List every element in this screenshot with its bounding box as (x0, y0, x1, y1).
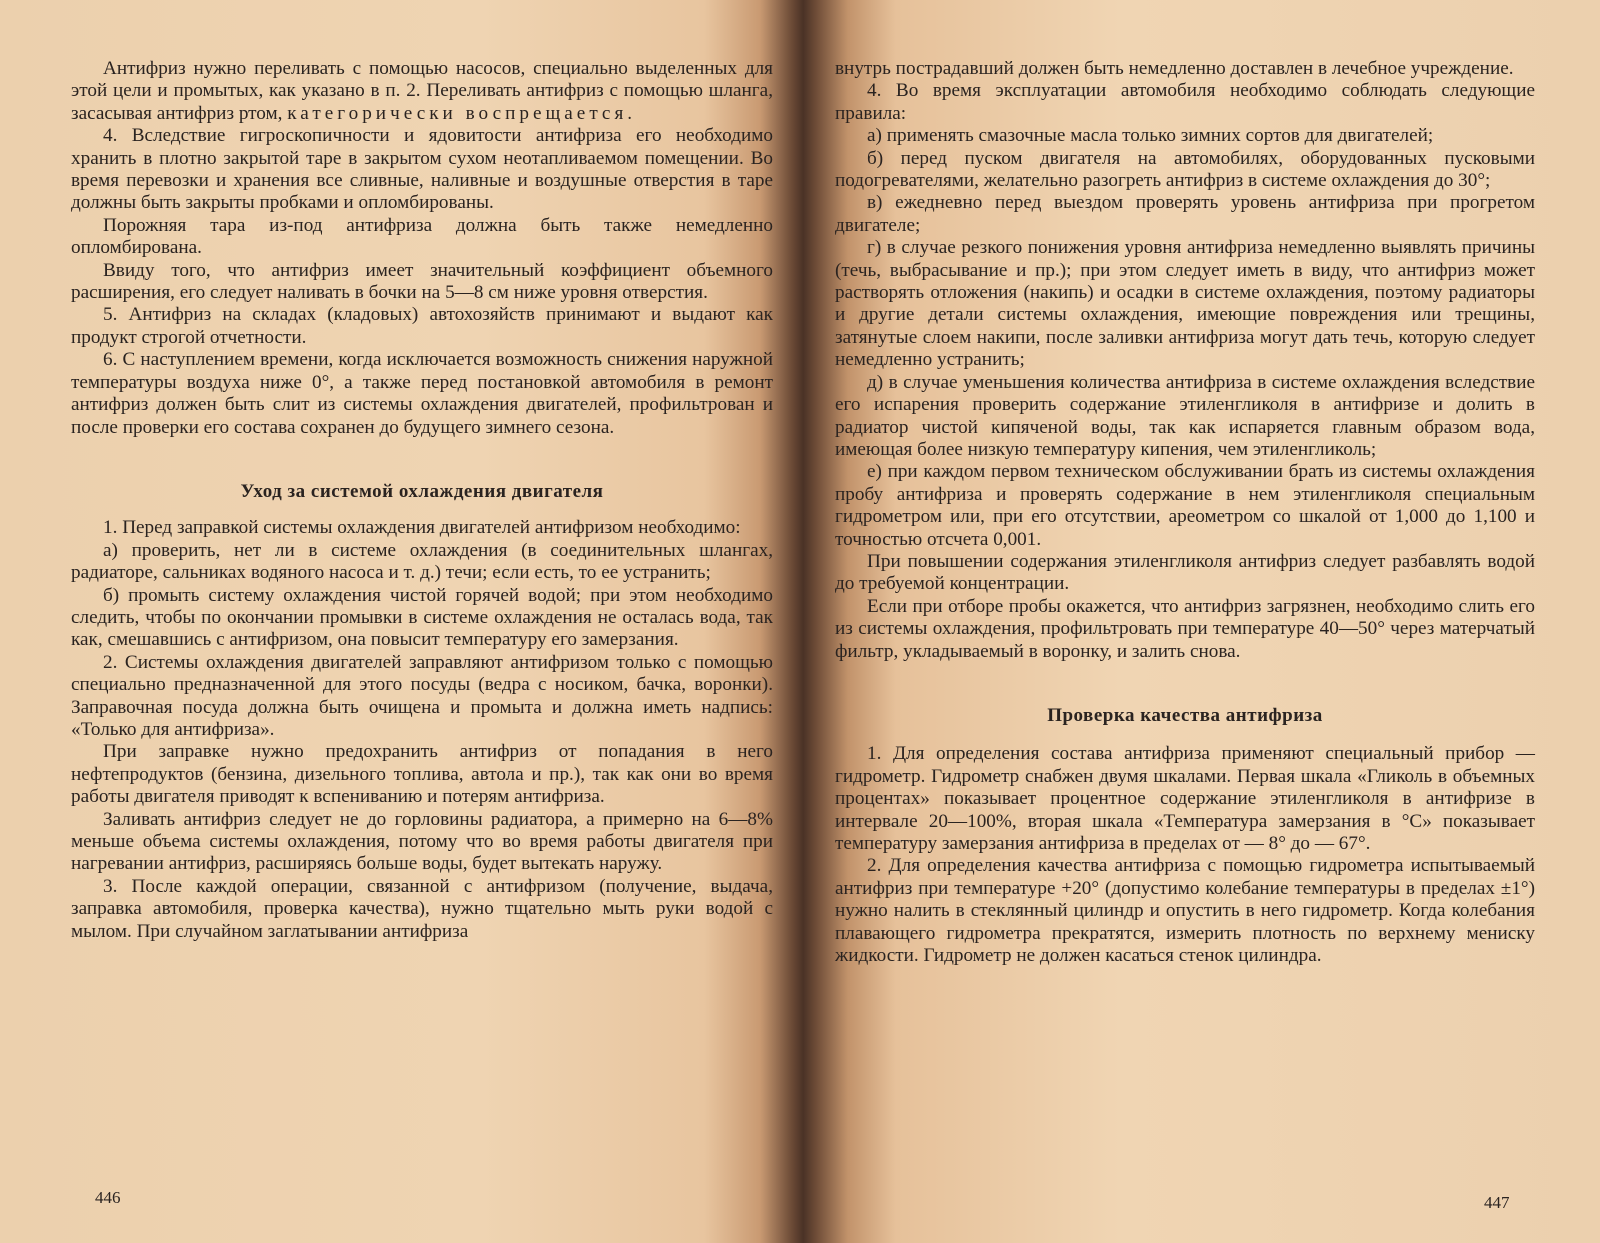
paragraph: б) перед пуском двигателя на автомобилях, оборудованных пусковыми подогревателями, желательно разогреть антифриз в системе охлаждения до 30°; (835, 147, 1535, 192)
paragraph: а) проверить, нет ли в системе охлаждения (в соединительных шлангах, радиаторе, сальниках водяного насоса и т. д.) течи; если есть, то ее устранить; (71, 539, 773, 584)
paragraph: 3. После каждой операции, связанной с антифризом (получение, выдача, заправка автомобиля, проверка качества), нужно тщательно мыть руки водой с мылом. При случайном заглатывании антифриза (71, 875, 773, 942)
paragraph: в) ежедневно перед выездом проверять уровень антифриза при прогретом двигателе; (835, 192, 1535, 236)
section-heading: Уход за системой охлаждения двигателя (240, 480, 604, 502)
paragraph: 5. Антифриз на складах (кладовых) автохозяйств принимают и выдают как продукт строгой отчетности. (71, 304, 773, 348)
paragraph: г) в случае резкого понижения уровня антифриза немедленно выявлять причины (течь, выбрасывание и пр.); при этом следует иметь в виду, что антифриз может растворять отложения (накипь) и осадки в системе охлаждения, поэтому радиаторы и другие детали системы охлаждения, имеющие повреждения или трещины, затянутые слоем накипи, после заливки антифриза могут дать течь, которую следует немедленно устранить; (835, 237, 1535, 371)
page-number: 447 (1484, 1193, 1510, 1212)
paragraph: внутрь пострадавший должен быть немедленно доставлен в лечебное учреждение. (835, 58, 1514, 79)
paragraph: 1. Для определения состава антифриза применяют специальный прибор — гидрометр. Гидрометр снабжен двумя шкалами. Первая шкала «Гликоль в объемных процентах» показывает процентное содержание этиленгликоля в антифризе в интервале 20—100%, вторая шкала «Температура замерзания в °С» показывает температуру замерзания антифриза в пределах от — 8° до — 67°. (835, 743, 1535, 854)
paragraph: е) при каждом первом техническом обслуживании брать из системы охлаждения пробу антифриза и проверять содержание в нем этиленгликоля специальным гидрометром или, при его отсутствии, ареометром со шкалой от 1,000 до 1,100 и точностью отсчета 0,001. (835, 461, 1535, 550)
paragraph: д) в случае уменьшения количества антифриза в системе охлаждения вследствие его испарения проверить содержание этиленгликоля в антифризе и долить в радиатор чистой кипяченой воды, так как испаряется главным образом вода, имеющая более низкую температуру кипения, чем этиленгликоль; (835, 371, 1535, 460)
paragraph: При заправке нужно предохранить антифриз от попадания в него нефтепродуктов (бензина, дизельного топлива, автола и пр.), так как они во время работы двигателя приводят к вспениванию и потерям антифриза. (71, 741, 773, 808)
paragraph: 4. Вследствие гигроскопичности и ядовитости антифриза его необходимо хранить в плотно закрытой таре в закрытом сухом неотапливаемом помещении. Во время перевозки и хранения все сливные, наливные и воздушные отверстия в таре должны быть закрыты пробками и опломбированы. (71, 125, 773, 214)
paragraph: Порожняя тара из-под антифриза должна быть также немедленно опломбирована. (71, 214, 773, 259)
paragraph: При повышении содержания этиленгликоля антифриз следует разбавлять водой до требуемой концентрации. (835, 550, 1535, 595)
paragraph: 2. Для определения качества антифриза с помощью гидрометра испытываемый антифриз при температуре +20° (допустимо колебание температуры в пределах ±1°) нужно налить в стеклянный цилиндр и опустить в него гидрометр. Когда колебания плавающего гидрометра прекратятся, измерить плотность по верхнему мениску жидкости. Гидрометр не должен касаться стенок цилиндра. (835, 855, 1535, 967)
paragraph: 2. Системы охлаждения двигателей заправляют антифризом только с помощью специально предназначенной для этого посуды (ведра с носиком, бачка, воронки). Заправочная посуда должна быть очищена и промыта и должна иметь надпись: «Только для антифриза». (71, 651, 773, 740)
paragraph: Если при отборе пробы окажется, что антифриз загрязнен, необходимо слить его из системы охлаждения, профильтровать при температуре 40—50° через матерчатый фильтр, укладываемый в воронку, и залить снова. (835, 595, 1535, 662)
paragraph-text: Антифриз нужно переливать с помощью насосов, специально выделенных для этой цели и промытых, как указано в п. 2. Переливать антифриз с помощью шланга, засасывая антифриз ртом, (71, 58, 773, 124)
paragraph: 4. Во время эксплуатации автомобиля необходимо соблюдать следующие правила: (835, 80, 1535, 124)
paragraph: Заливать антифриз следует не до горловины радиатора, а примерно на 6—8% меньше объема системы охлаждения, потому что во время работы двигателя при нагревании антифриз, расширяясь больше воды, будет вытекать наружу. (71, 808, 773, 875)
right-page (835, 58, 1535, 967)
left-page (71, 58, 773, 943)
page-number: 446 (95, 1188, 121, 1207)
spaced-emphasis: категорически воспрещается. (287, 102, 637, 124)
section-heading: Проверка качества антифриза (1047, 704, 1323, 726)
paragraph: Ввиду того, что антифриз имеет значительный коэффициент объемного расширения, его следует наливать в бочки на 5—8 см ниже уровня отверстия. (71, 259, 773, 304)
paragraph: а) применять смазочные масла только зимних сортов для двигателей; (867, 125, 1434, 147)
paragraph: 1. Перед заправкой системы охлаждения двигателей антифризом необходимо: (103, 517, 741, 539)
paragraph: 6. С наступлением времени, когда исключается возможность снижения наружной температуры воздуха ниже 0°, а также перед постановкой автомобиля в ремонт антифриз должен быть слит из системы охлаждения двигателей, профильтрован и после проверки его состава сохранен до будущего зимнего сезона. (71, 349, 773, 438)
paragraph: б) промыть систему охлаждения чистой горячей водой; при этом необходимо следить, чтобы по окончании промывки в системе охлаждения не осталась вода, так как, смешавшись с антифризом, она повысит температуру его замерзания. (71, 584, 773, 651)
paragraph (71, 58, 773, 125)
